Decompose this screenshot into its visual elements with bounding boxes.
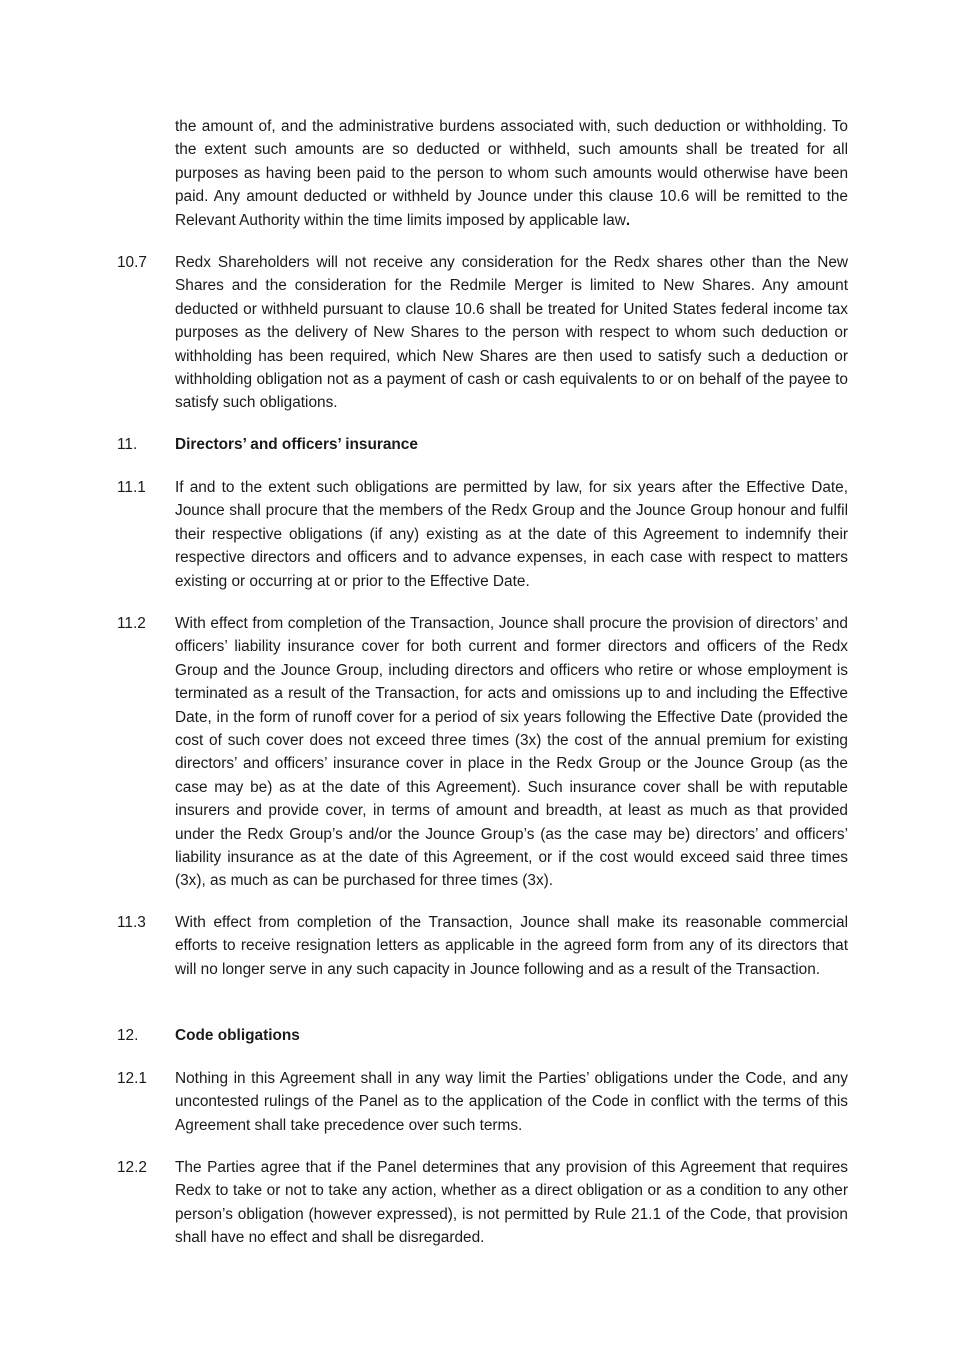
clause-12-1-text: Nothing in this Agreement shall in any way limit the Parties’ obligations under the Code, and any uncontested rulings of the Panel as to the application of the Code in conflict with the terms of this Agreement shall take precedence over such terms. [175,1070,848,1134]
clause-12-2-number: 12.2 [117,1159,147,1176]
section-11-number: 11. [117,436,138,453]
clause-12-2-text: The Parties agree that if the Panel determines that any provision of this Agreement that requires Redx to take or not to take any action, whether as a direct obligation or as a condition to any other person’s obligation (however expressed), is not permitted by Rule 21.1 of the Code, that provision shall have no effect and shall be disregarded. [175,1159,848,1247]
clause-10-7-number: 10.7 [117,254,147,271]
clause-11-1-text: If and to the extent such obligations are permitted by law, for six years after the Effective Date, Jounce shall procure that the members of the Redx Group and the Jounce Group honour and fulfil their respective obligations (if any) existing as at the date of this Agreement to indemnify their respective directors and officers and to advance expenses, in each case with respect to matters existing or occurring at or prior to the Effective Date. [175,479,848,590]
section-12-number: 12. [117,1027,139,1044]
clause-11-3-number: 11.3 [117,914,146,931]
section-12-title: Code obligations [175,1027,300,1044]
clause-11-1-number: 11.1 [117,479,146,496]
clause-11-2-number: 11.2 [117,615,146,632]
clause-11-2-text: With effect from completion of the Transaction, Jounce shall procure the provision of directors’ and officers’ liability insurance cover for both current and former directors and officers of the Redx Group and the Jounce Group, including directors and officers who retire or whose employment is terminated as a result of the Transaction, for acts and omissions up to and including the Effective Date, in the form of runoff cover for a period of six years following the Effective Date (provided the cost of such cover does not exceed three times (3x) the cost of the annual premium for existing directors’ and officers’ insurance cover in place in the Redx Group or the Jounce Group (as the case may be) as at the date of this Agreement). Such insurance cover shall be with reputable insurers and provide cover, in terms of amount and breadth, at least as much as that provided under the Redx Group’s and/or the Jounce Group’s (as the case may be) directors’ and officers’ liability insurance as at the date of this Agreement, or if the cost would exceed said three times (3x), as much as can be purchased for three times (3x). [175,615,848,890]
clause-11-3-text: With effect from completion of the Transaction, Jounce shall make its reasonable commercial efforts to receive resignation letters as applicable in the agreed form from any of its directors that will no longer serve in any such capacity in Jounce following and as a result of the Transaction. [175,914,848,978]
section-11-title: Directors’ and officers’ insurance [175,436,418,453]
clause-10-6-end-mark: . [625,211,631,229]
clause-10-7-text: Redx Shareholders will not receive any consideration for the Redx shares other than the New Shares and the consideration for the Redmile Merger is limited to New Shares. Any amount deducted or withheld pursuant to clause 10.6 shall be treated for United States federal income tax purposes as the delivery of New Shares to the person with respect to whom such deduction or withholding has been required, which New Shares are then used to satisfy such a deduction or withholding obligation not as a payment of cash or cash equivalents to or on behalf of the payee to satisfy such obligations. [175,254,848,412]
clause-12-1-number: 12.1 [117,1070,147,1087]
clause-10-6-continuation-text: the amount of, and the administrative burdens associated with, such deduction or withholding. To the extent such amounts are so deducted or withheld, such amounts shall be treated for all purposes as having been paid to the person to whom such amounts would otherwise have been paid. Any amount deducted or withheld by Jounce under this clause 10.6 will be remitted to the Relevant Authority within the time limits imposed by applicable law [175,118,848,229]
clause-10-6-continuation [175,115,848,232]
